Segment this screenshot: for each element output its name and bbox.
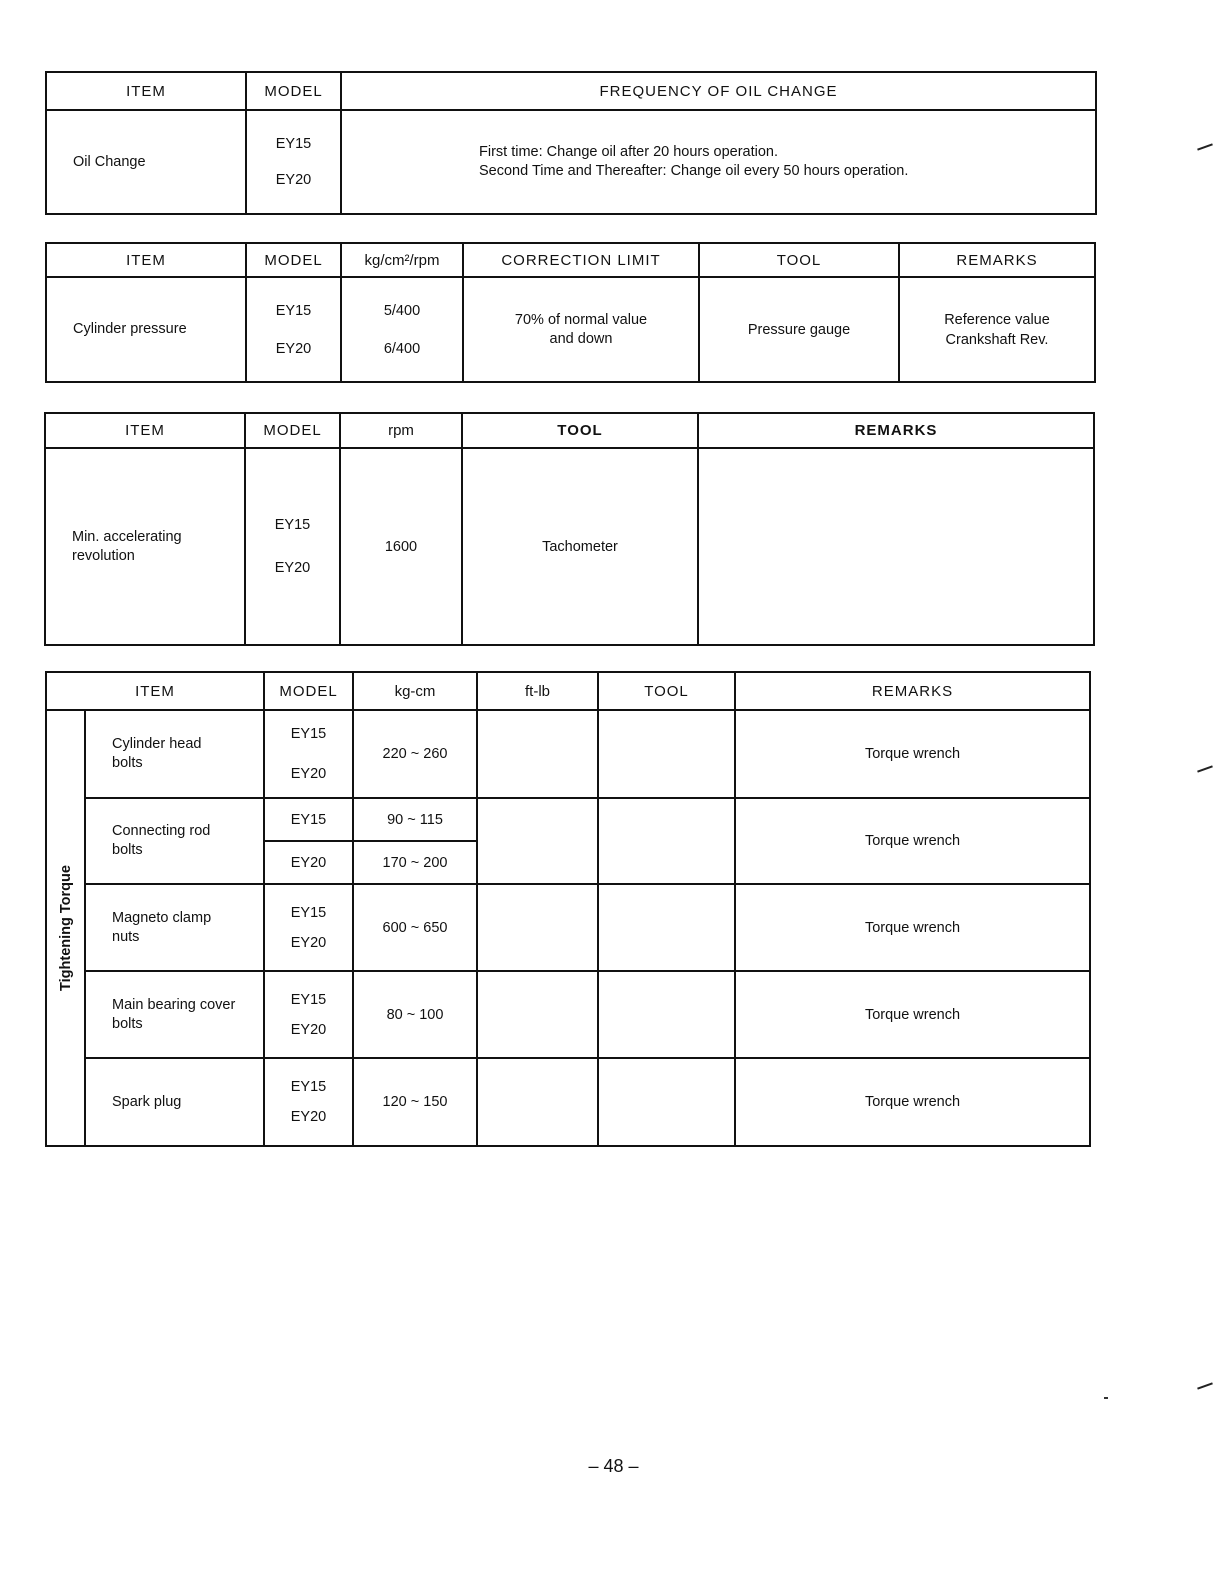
- header-model: MODEL: [245, 413, 340, 448]
- rpm-tool: Tachometer: [462, 448, 698, 645]
- rpm-value: 1600: [340, 448, 462, 645]
- oil-change-table: [45, 71, 1097, 215]
- scan-mark: [1197, 765, 1213, 772]
- torque-item-connecting-rod: [85, 798, 264, 884]
- torque-kgcm: 120 ~ 150: [353, 1058, 477, 1146]
- model-ey20: EY20: [290, 1109, 327, 1125]
- torque-ftlb: [477, 884, 598, 971]
- limit-line-2: and down: [549, 330, 613, 347]
- model-ey15: EY15: [290, 904, 327, 921]
- header-remarks: REMARKS: [899, 243, 1095, 277]
- remarks-line-1: Reference value: [944, 311, 1050, 328]
- header-item: ITEM: [45, 413, 245, 448]
- rpm-table: [44, 412, 1095, 646]
- rpm-remarks: [698, 448, 1094, 645]
- item-line-1: Magneto clamp: [112, 909, 212, 926]
- torque-kgcm: 600 ~ 650: [353, 884, 477, 971]
- torque-remarks: Torque wrench: [735, 798, 1090, 884]
- pressure-models: [246, 277, 341, 382]
- header-item: ITEM: [46, 243, 246, 277]
- torque-remarks: Torque wrench: [735, 884, 1090, 971]
- model-ey20: EY20: [264, 841, 353, 884]
- torque-ftlb: [477, 971, 598, 1058]
- torque-table: [45, 671, 1091, 1147]
- torque-tool: [598, 884, 735, 971]
- torque-item-cylinder-head: [85, 710, 264, 798]
- torque-ftlb: [477, 798, 598, 884]
- rpm-models: [245, 448, 340, 645]
- tightening-torque-label: Tightening Torque: [57, 865, 74, 991]
- pressure-remarks: [899, 277, 1095, 382]
- torque-tool: [598, 971, 735, 1058]
- torque-tool: [598, 798, 735, 884]
- item-line-1: Connecting rod: [112, 823, 211, 839]
- torque-item-spark-plug: [85, 1058, 264, 1146]
- model-ey15: EY15: [290, 991, 327, 1008]
- frequency-first-time: First time: Change oil after 20 hours operation.: [479, 144, 779, 160]
- torque-remarks: Torque wrench: [735, 971, 1090, 1058]
- torque-models: [264, 971, 353, 1058]
- header-tool: TOOL: [462, 413, 698, 448]
- torque-ftlb: [477, 1058, 598, 1146]
- header-correction-limit: CORRECTION LIMIT: [463, 243, 699, 277]
- header-ftlb: ft-lb: [477, 672, 598, 710]
- torque-remarks: Torque wrench: [735, 710, 1090, 798]
- oil-change-item: Oil Change: [46, 110, 246, 214]
- torque-tool: [598, 1058, 735, 1146]
- model-ey20: EY20: [290, 934, 327, 951]
- model-ey20: EY20: [290, 766, 327, 782]
- pressure-value-ey20: 6/400: [383, 340, 421, 357]
- header-unit: kg/cm²/rpm: [341, 243, 463, 277]
- tightening-torque-group: [46, 710, 85, 1146]
- torque-kgcm-ey15: 90 ~ 115: [353, 798, 477, 841]
- scan-mark: [1197, 1382, 1213, 1389]
- cylinder-pressure-table: [45, 242, 1096, 383]
- pressure-values: [341, 277, 463, 382]
- item-line-1: Cylinder head: [112, 736, 202, 752]
- page-number: – 48 –: [588, 1456, 639, 1476]
- torque-kgcm: 80 ~ 100: [353, 971, 477, 1058]
- item-line-2: revolution: [72, 547, 135, 564]
- model-ey15: EY15: [264, 798, 353, 841]
- model-ey15: EY15: [275, 302, 312, 319]
- limit-line-1: 70% of normal value: [514, 311, 648, 328]
- remarks-line-2: Crankshaft Rev.: [945, 331, 1049, 348]
- header-model: MODEL: [246, 72, 341, 110]
- item-line-1: Main bearing cover: [112, 996, 236, 1013]
- model-ey20: EY20: [275, 340, 312, 357]
- header-tool: TOOL: [598, 672, 735, 710]
- torque-tool: [598, 710, 735, 798]
- torque-item-magneto-clamp: [85, 884, 264, 971]
- model-ey15: EY15: [274, 517, 311, 533]
- oil-change-models: [246, 110, 341, 214]
- model-ey20: EY20: [275, 172, 312, 188]
- torque-remarks: Torque wrench: [735, 1058, 1090, 1146]
- min-accel-item: [45, 448, 245, 645]
- header-model: MODEL: [246, 243, 341, 277]
- pressure-tool: Pressure gauge: [699, 277, 899, 382]
- frequency-thereafter: Second Time and Thereafter: Change oil every 50 hours operation.: [479, 163, 909, 179]
- header-model: MODEL: [264, 672, 353, 710]
- model-ey15: EY15: [290, 726, 327, 742]
- torque-item-main-bearing: [85, 971, 264, 1058]
- header-tool: TOOL: [699, 243, 899, 277]
- torque-kgcm: 220 ~ 260: [353, 710, 477, 798]
- scan-dot: [1104, 1397, 1108, 1399]
- item-line-2: bolts: [112, 1015, 143, 1032]
- torque-ftlb: [477, 710, 598, 798]
- header-rpm: rpm: [340, 413, 462, 448]
- header-item: ITEM: [46, 672, 264, 710]
- item-line-1: Min. accelerating: [72, 528, 182, 545]
- model-ey15: EY15: [290, 1079, 327, 1095]
- model-ey15: EY15: [275, 136, 312, 152]
- torque-models: [264, 1058, 353, 1146]
- item-line-1: Spark plug: [112, 1093, 182, 1110]
- header-kgcm: kg-cm: [353, 672, 477, 710]
- torque-models: [264, 710, 353, 798]
- header-remarks: REMARKS: [698, 413, 1094, 448]
- scan-mark: [1197, 143, 1213, 150]
- correction-limit: [463, 277, 699, 382]
- item-line-2: bolts: [112, 755, 143, 771]
- header-remarks: REMARKS: [735, 672, 1090, 710]
- cylinder-pressure-item: Cylinder pressure: [46, 277, 246, 382]
- header-item: ITEM: [46, 72, 246, 110]
- item-line-2: bolts: [112, 842, 143, 858]
- model-ey20: EY20: [290, 1021, 327, 1038]
- torque-models: [264, 884, 353, 971]
- oil-change-frequency: [341, 110, 1096, 214]
- header-frequency: FREQUENCY OF OIL CHANGE: [341, 72, 1096, 110]
- torque-kgcm-ey20: 170 ~ 200: [353, 841, 477, 884]
- pressure-value-ey15: 5/400: [383, 302, 421, 319]
- model-ey20: EY20: [274, 560, 311, 576]
- item-line-2: nuts: [112, 928, 140, 945]
